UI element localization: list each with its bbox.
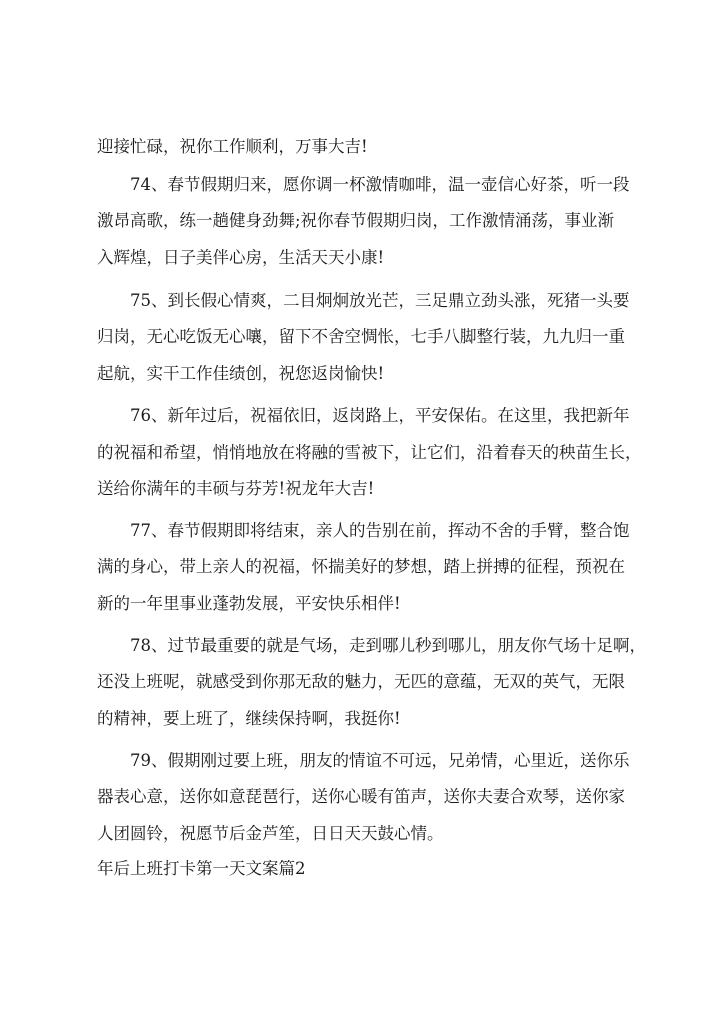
paragraph-76-line: 76、新年过后，祝福依旧，返岗路上，平安保佑。在这里，我把新年: [130, 406, 630, 425]
paragraph-75-line: 75、到长假心情爽，二目炯炯放光芒，三足鼎立劲头涨，死猪一头要: [130, 291, 630, 310]
paragraph-74-line: 74、春节假期归来，愿你调一杯激情咖啡，温一壶信心好茶，听一段: [130, 175, 630, 194]
paragraph-76-line: 送给你满年的丰硕与芬芳!祝龙年大吉!: [97, 479, 375, 498]
paragraph-77-line: 满的身心，带上亲人的祝福，怀揣美好的梦想，踏上拼搏的征程，预祝在: [97, 557, 625, 576]
paragraph-74-line: 入辉煌，日子美伴心房，生活天天小康!: [97, 248, 385, 267]
section-heading: 年后上班打卡第一天文案篇2: [97, 859, 306, 878]
text-line: 迎接忙碌，祝你工作顺利，万事大吉!: [97, 137, 368, 156]
paragraph-79-line: 人团圆铃，祝愿节后金芦笙，日日天天鼓心情。: [97, 824, 444, 843]
paragraph-78-line: 78、过节最重要的就是气场，走到哪儿秒到哪儿，朋友你气场十足啊，: [130, 636, 646, 655]
paragraph-74-line: 激昂高歌，练一趟健身劲舞;祝你春节假期归岗，工作激情涌荡，事业渐: [97, 211, 615, 230]
paragraph-76-line: 的祝福和希望，悄悄地放在将融的雪被下，让它们，沿着春天的秧苗生长，: [97, 443, 642, 462]
paragraph-77-line: 77、春节假期即将结束，亲人的告别在前，挥动不舍的手臂，整合饱: [130, 521, 630, 540]
paragraph-75-line: 起航，实干工作佳绩创，祝您返岗愉快!: [97, 364, 385, 383]
paragraph-78-line: 的精神，要上班了，继续保持啊，我挺你!: [97, 709, 401, 728]
paragraph-78-line: 还没上班呢，就感受到你那无敌的魅力，无匹的意蕴，无双的英气，无限: [97, 672, 625, 691]
paragraph-77-line: 新的一年里事业蓬勃发展，平安快乐相伴!: [97, 594, 401, 613]
paragraph-79-line: 79、假期刚过要上班，朋友的情谊不可远，兄弟情，心里近，送你乐: [130, 751, 630, 770]
paragraph-79-line: 器表心意，送你如意琵琶行，送你心暖有笛声，送你夫妻合欢琴，送你家: [97, 787, 625, 806]
paragraph-75-line: 归岗，无心吃饭无心嚷，留下不舍空惆怅，七手八脚整行装，九九归一重: [97, 327, 625, 346]
